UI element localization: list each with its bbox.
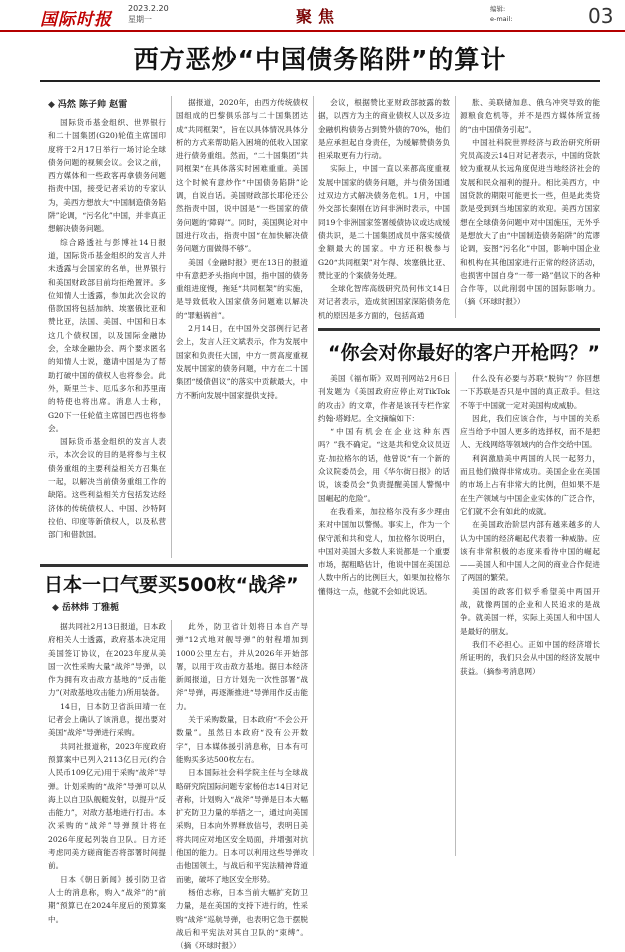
headline-rule xyxy=(40,80,600,82)
article3-headline: “你会对你最好的客户开枪吗？” xyxy=(328,342,600,364)
column-divider xyxy=(171,620,172,856)
newspaper-logo: 国际时报 xyxy=(40,10,112,30)
article1-headline: 西方恶炒“中国债务陷阱”的算计 xyxy=(133,45,507,74)
page-number: 03 xyxy=(588,4,614,28)
article3-column-2: 什么没有必要与苏联“脱钩”？你回想一下苏联是否只是中国的真正敌手。但这不等于中国就一定对美国构成威胁。 因此，我们应该合作，与中国的关系应当给予中国人更多的选择权，而不是把人、无线网络等领域内的合作交给中国。 利润激励美中两国的人民一起努力，而且他们做得非常成功。美国企业在美国的市场上占有非常大的比例，但如果不是在生产领域与中国企业实体的广泛合作，它们就不会有如此的成就。 在美国政治阶层内部有越来越多的人认为中国的经济崛起代表着一种威胁。应该有非常积极的态度来看待中国的崛起——美国人和中国人之间的商业合作促进了两国的繁荣。 美国的政客们似乎希望美中两国开战，就像两国的企业和人民追求的是战争。就美国一样，实际上美国人和中国人是最好的朋友。 我们不必担心。正如中国的经济增长所证明的，我们只会从中国的经济发展中获益。（摘参考消息网） xyxy=(460,374,600,676)
article2-top-bar xyxy=(40,564,308,567)
column-divider xyxy=(171,96,172,558)
byline-marker-icon: ◆ xyxy=(52,603,59,613)
column-divider xyxy=(455,372,456,856)
masthead xyxy=(0,0,625,32)
article1-column-2: 据报道，2020年，由西方传统债权国组成的巴黎俱乐部与二十国集团达成“共同框架”，旨在以具体情况具体分析的方式来帮助陷入困境的低收入国家进行债务重组。然而，“二十国集团”共同框架“在具体落实时困难重重。美国这个时候有意炒作“中国债务陷阱”论调，自说自话。美国财政部长耶伦还公然指责中国，说中国是“一些国家的债务问题的‘障碍’”。同时，美国舆论对中国进行攻击，指责中国“在加快解决债务问题方面做得不够”。 美国《金融时报》更在13日的报道中有意把矛头指向中国，指中国的债务重组进度慢，拖延“共同框架”的实施，是导致低收入国家债务问题难以解决的“罪魁祸首”。 2月14日，在中国外交部例行记者会上，发言人汪文斌表示，作为发展中国家和负责任大国，中方一贯高度重视发展中国家的债务问题，中方在二十国集团“缓债倡议”的落实中贡献最大，中方不断向发展中国家提供支持。 xyxy=(176,98,308,400)
article3-column-1: 美国《福布斯》双周刊网站2月6日刊发题为《美国政府应停止对TikTok的攻击》的文章，作者是该刊专栏作家约翰·塔姆尼。全文摘编如下： “中国有机会在企业这种东西吗？”我不确定。“这是共和党众议员迈克·加拉格尔的话，他曾说“有一个新的众议院委员会，用《华尔街日报》的话说，该委员会“负责提醒美国人警惕中国崛起的危险”。 在我看来，加拉格尔没有多少理由来对中国加以警惕。事实上，作为一个保守派和共和党人，加拉格尔说明白，中国对美国大多数人来说都是一个重要市场，据粗略估计，他说中国在美国总人数中所占的比例巨大，如果加拉格尔懂得这一点，他就不会如此说话。 xyxy=(318,374,450,596)
section-title: 聚焦 xyxy=(296,7,341,26)
article3-top-bar xyxy=(318,328,600,331)
byline-marker-icon: ◆ xyxy=(48,100,55,110)
column-divider xyxy=(313,96,314,856)
column-divider xyxy=(455,96,456,318)
article1-column-3: 会议，根据赞比亚财政部披露的数据，以西方为主的商业债权人以及多边金融机构债务占到赞外债的70%，他们是应承担起自身责任，为缓解赞债务负担采取更有力行动。 实际上，中国一直以来都高度重视发展中国家的债务问题，并与债务国通过双边方式解决债务危机。1月，中国外交部长秦刚在访问非洲时表示，中国同19个非洲国家签署缓债协议或达成缓债共识，是二十国集团成员中落实缓债金额最大的国家。中方还积极参与G20“共同框架”对乍得、埃塞俄比亚、赞比亚的个案债务处理。 全球化智库高级研究员何伟文14日对记者表示，造成贫困国家深陷债务危机的原因是多方面的，包括高通 xyxy=(318,98,450,320)
article1-column-4: 胀、美联储加息、俄乌冲突导致的能源粮食危机等，并不是西方媒体所宣扬的“由中国债务引起”。 中国社科院世界经济与政治研究所研究员高凌云14日对记者表示，中国的贷款较为重视从长远角度促进当地经济社会的发展和民众福利的提升。相比美西方，中国贷款的期限可能更长一些，但是此类贷款是受到到当地国家的欢迎。美西方国家想在全球债务问题中对中国施压，无外乎是想放大了由“中国制造债务陷阱”的荒谬论调，妄图“污名化”中国，影响中国企业和机构在其他国家进行正常的经济活动，也损害中国自身“一带一路”倡议下的各种合作等，以此削弱中国的国际影响力。（摘《环球时报》） xyxy=(460,98,600,307)
issue-date: 2023.2.20 星期一 xyxy=(128,4,169,24)
editor-credits: 编辑: e-mail: xyxy=(490,5,513,23)
article1-column-1: 国际货币基金组织、世界银行和二十国集团(G20)轮值主席国印度将于2月17日举行一场讨论全球债务问题的视频会议。会议之前，西方媒体和一些政客再拿债务问题指责中国，接受记者采访的专家认为，美西方想放大“中国制造债务陷阱”论调，“污名化”中国，并非真正想解决债务问题。 综合路透社与彭博社14日报道，国际货币基金组织的发言人并未透露与会国家的名单，世界银行和美国财政部目前均拒绝置评。多位知情人士透露，参加此次会议的借款国将包括加纳、埃塞俄比亚和赞比亚，法国、美国、中国和日本这几个债权国，以及国际金融协会，全球金融协会、两个要求匿名的知情人士说，邀请中国是为了帮助打破中国的债权人也将参会。此外，斯里兰卡、厄瓜多尔和苏里南的特使也将出席。消息人士称，G20下一任轮值主席国巴西也将参会。 国际货币基金组织的发言人表示，本次会议的目的是将参与主权债务重组的主要利益相关方召集在一起，以解决当前债务重组工作的缺陷。这些利益相关方包括发达经济体的传统债权人、中国、沙特阿拉伯、印度等新债权人，以及私营部门和借款国。 xyxy=(48,118,166,540)
article2-byline: ◆ 岳林炜 丁雅栀 xyxy=(52,603,120,613)
article2-column-1: 据共同社2月13日报道，日本政府相关人士透露，政府基本决定用美国签订协议，在2023年度从美国一次性采购大量“战斧”导弹，以作为拥有攻击敌方基地的“反击能力”(对敌基地攻击能力)所用装备。 14日，日本防卫省浜田靖一在记者会上确认了该消息，提出要对美国“战斧”导弹进行采购。 共同社报道称，2023年度政府预算案中已列入2113亿日元(约合人民币109亿元)用于采购“战斧”导弹。计划采购的“战斧”导弹可以从海上以自卫队舰艇发射，以提升“反击能力”，对敌方基地进行打击。本次采购的“战斧”导弹预计将在2026年度起列装自卫队。日方还考虑同美方磋商能否将部署时间提前。 日本《朝日新闻》援引防卫省人士的消息称，购入“战斧”的“前期”预算已在2024年度后的预算案中。 xyxy=(48,622,166,924)
article2-column-2: 此外，防卫省计划将日本自产导弹“12式地对舰导弹”的射程增加到1000公里左右，并从2026年开始部署，以用于攻击敌方基地。据日本经济新闻报道，日方计划先一次性部署“战斧”导弹，再逐渐推进“导弹用作反击能力。 关于采购数量，日本政府“不会公开数量”。虽然日本政府“没有公开数字”，日本媒体援引消息称，日本有可能购买多达500枚左右。 日本国际社会科学院主任与全球战略研究院国际问题专家杨伯志14日对记者称，计划购入“战斧”导弹是日本大幅扩充防卫力量的举措之一，通过向美国采购，日本向外界释放信号，表明日美将共同应对地区安全局面，并增强对抗他国的能力。日本可以利用这些导弹攻击他国领土，与战后和平宪法精神背道而驰，破坏了地区安全形势。 杨伯志称，日本当前大幅扩充防卫力量，是在美国的支持下进行的，性采购“战斧”巡航导弹，也表明它急于摆脱战后和平宪法对其自卫队的“束缚”。（摘《环球时报》） xyxy=(176,622,308,951)
article2-headline: 日本一口气要买500枚“战斧” xyxy=(44,574,299,596)
article1-byline: ◆ 冯然 陈子帅 赵雷 xyxy=(48,100,128,110)
